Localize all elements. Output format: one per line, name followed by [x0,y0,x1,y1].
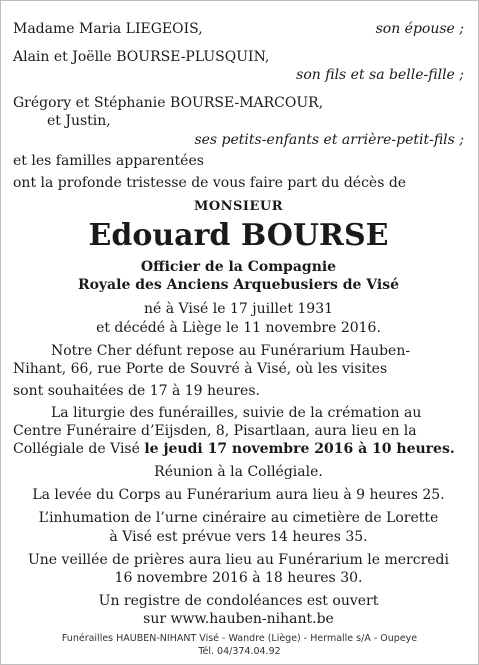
son-name: Alain et Joëlle BOURSE-PLUSQUIN, [13,49,270,65]
liturgy-place: Collégiale de Visé [13,441,145,457]
condolences-line-1: Un registre de condoléances est ouvert [98,593,379,609]
birth-line: né à Visé le 17 juillet 1931 [143,301,334,317]
levee-line: La levée du Corps au Funérarium aura lieu à 9 heures 25. [32,487,445,503]
family-line-spouse [13,20,464,38]
meeting-line: Réunion à la Collégiale. [154,464,323,480]
vigil-line-1: Une veillée de prières aura lieu au Funérarium le mercredi [27,552,449,568]
liturgy-line-2: Centre Funéraire d’Eijsden, 8, Pisartlaan, aura lieu en la [13,423,417,439]
related-families: et les familles apparentées [13,153,204,169]
deceased-role-2: Royale des Anciens Arquebusiers de Visé [77,277,400,293]
spouse-role: son épouse ; [375,21,464,37]
deceased-role-1: Officier de la Compagnie [140,259,337,275]
inhumation-line-1: L’inhumation de l’urne cinéraire au cimetière de Lorette [38,510,439,526]
liturgy-line-3 [13,440,464,458]
death-line: et décédé à Liège le 11 novembre 2016. [96,320,381,336]
deceased-name: Edouard BOURSE [88,218,389,253]
deceased-title: MONSIEUR [193,199,284,214]
condolences-website[interactable]: sur www.hauben-nihant.be [143,611,334,627]
funeral-home-phone: Tél. 04/374.04.92 [198,646,281,657]
spouse-name: Madame Maria LIEGEOIS, [13,21,203,37]
grandchildren-role: ses petits-enfants et arrière-petit-fils ; [194,132,464,148]
repose-line-1: Notre Cher défunt repose au Funérarium Hauben- [51,343,411,359]
son-role: son fils et sa belle-fille ; [296,67,464,83]
funeral-home-footer: Funérailles HAUBEN-NIHANT Visé - Wandre (Liège) - Hermalle s/A - Oupeye [61,633,418,644]
repose-line-3: sont souhaitées de 17 à 19 heures. [13,383,260,399]
liturgy-datetime: le jeudi 17 novembre 2016 à 10 heures. [144,441,455,457]
inhumation-line-2: à Visé est prévue vers 14 heures 35. [109,529,368,545]
vigil-line-2: 16 novembre 2016 à 18 heures 30. [114,570,363,586]
grandchildren-cont: et Justin, [47,113,111,129]
repose-line-2: Nihant, 66, rue Porte de Souvré à Visé, où les visites [13,361,388,377]
grandchildren-name: Grégory et Stéphanie BOURSE-MARCOUR, [13,95,324,111]
liturgy-line-1: La liturgie des funérailles, suivie de la crémation au [51,405,422,421]
announcement-intro: ont la profonde tristesse de vous faire part du décès de [13,175,407,191]
